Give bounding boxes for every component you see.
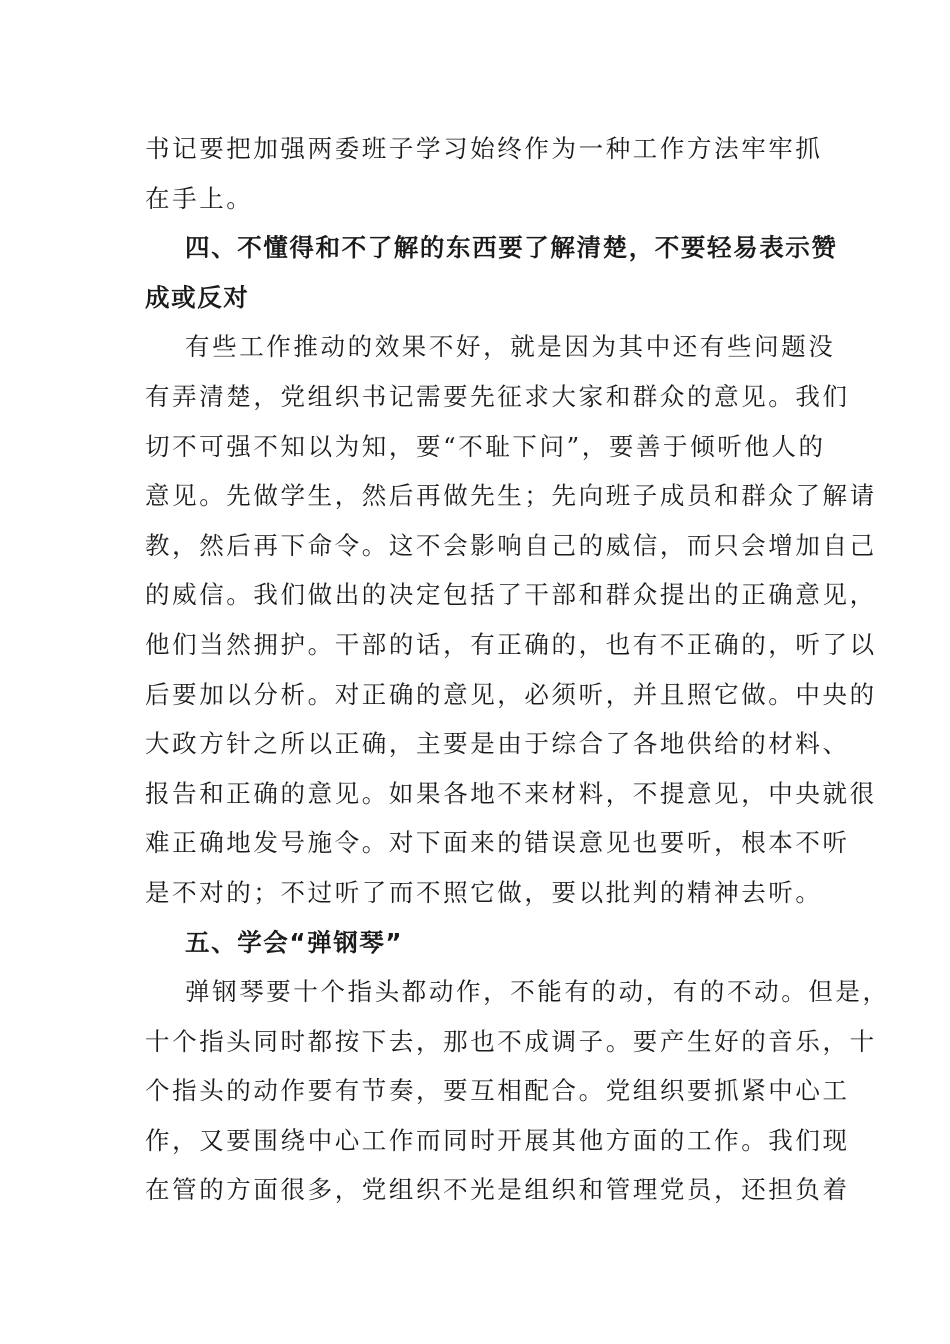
section-heading: 四、不懂得和不了解的东西要了解清楚，不要轻易表示赞 [185, 233, 838, 263]
body-line: 有弄清楚，党组织书记需要先征求大家和群众的意见。我们 [145, 381, 850, 411]
paragraph-first-line: 有些工作推动的效果不好，就是因为其中还有些问题没 [185, 332, 836, 362]
section-heading: 成或反对 [145, 282, 250, 312]
body-line: 他们当然拥护。干部的话，有正确的，也有不正确的，听了以 [145, 629, 877, 659]
body-line: 在管的方面很多，党组织不光是组织和管理党员，还担负着 [145, 1175, 850, 1205]
body-line: 是不对的；不过听了而不照它做，要以批判的精神去听。 [145, 877, 823, 907]
body-line: 切不可强不知以为知，要“不耻下问”，要善于倾听他人的 [145, 431, 826, 461]
body-line: 个指头的动作要有节奏，要互相配合。党组织要抓紧中心工 [145, 1076, 850, 1106]
body-line: 在手上。 [145, 183, 254, 213]
section-heading: 五、学会“弹钢琴” [185, 927, 404, 957]
body-line: 书记要把加强两委班子学习始终作为一种工作方法牢牢抓 [145, 134, 823, 163]
body-line: 作，又要围绕中心工作而同时开展其他方面的工作。我们现 [145, 1125, 850, 1155]
body-line: 的威信。我们做出的决定包括了干部和群众提出的正确意见， [145, 580, 877, 610]
body-line: 报告和正确的意见。如果各地不来材料，不提意见，中央就很 [145, 778, 877, 808]
body-line: 大政方针之所以正确，主要是由于综合了各地供给的材料、 [145, 729, 850, 759]
document-page [145, 124, 890, 1215]
body-line: 教，然后再下命令。这不会影响自己的威信，而只会增加自己 [145, 530, 877, 560]
body-line: 后要加以分析。对正确的意见，必须听，并且照它做。中央的 [145, 679, 877, 709]
paragraph-first-line: 弹钢琴要十个指头都动作，不能有的动，有的不动。但是， [185, 977, 890, 1007]
body-line: 意见。先做学生，然后再做先生；先向班子成员和群众了解请 [145, 481, 877, 511]
body-line: 难正确地发号施令。对下面来的错误意见也要听，根本不听 [145, 828, 850, 858]
body-line: 十个指头同时都按下去，那也不成调子。要产生好的音乐，十 [145, 1026, 877, 1056]
